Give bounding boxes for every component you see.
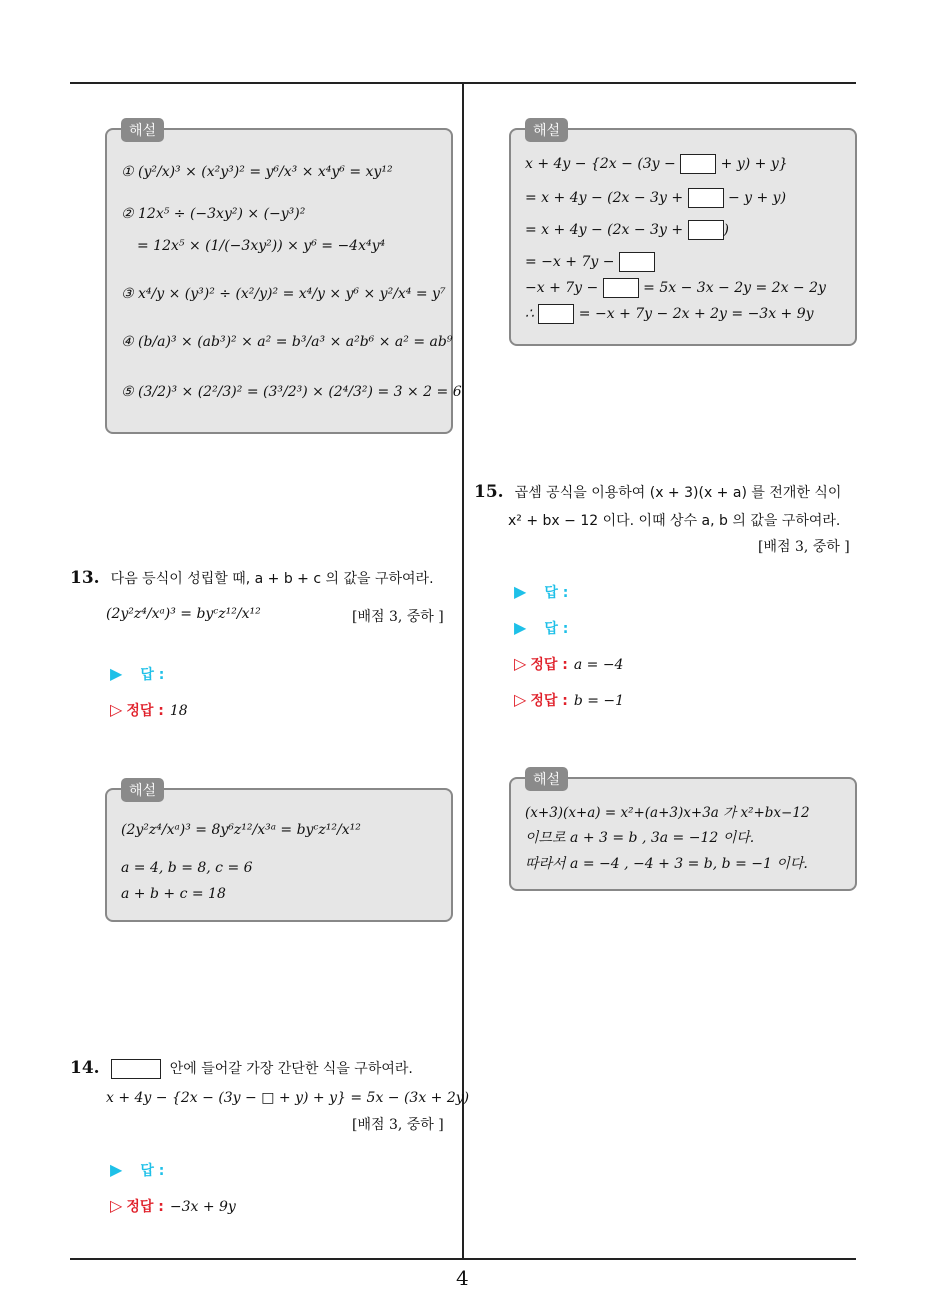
- bottom-rule: [70, 1258, 856, 1260]
- solution-box-15: [509, 772, 857, 891]
- page-number: 4: [456, 1266, 469, 1290]
- solution-line: [525, 304, 814, 324]
- solution-line: [525, 220, 729, 240]
- answer-row: [514, 618, 568, 638]
- solution-line: ③ x⁴/y × (y³)² ÷ (x²/y)² = x⁴/y × y⁶ × y²/x⁴ = y⁷: [121, 286, 446, 302]
- solution-line: [525, 278, 826, 298]
- question-equation: (2y²z⁴/xᵃ)³ = byᶜz¹²/x¹²: [106, 606, 261, 622]
- answer-label: 답 :: [140, 667, 165, 683]
- correct-label: 정답 :: [126, 703, 164, 719]
- blank-box: [619, 252, 655, 272]
- play-icon: ▶: [110, 1160, 123, 1179]
- triangle-outline-icon: ▷: [110, 700, 123, 719]
- correct-value: a = −4: [573, 657, 624, 673]
- question-equation: x + 4y − {2x − (3y − □ + y) + y} = 5x − (3x + 2y): [106, 1090, 470, 1106]
- solution-line: = 12x⁵ × (1/(−3xy²)) × y⁶ = −4x⁴y⁴: [137, 238, 386, 254]
- play-icon: ▶: [514, 618, 527, 637]
- correct-label: 정답 :: [126, 1199, 164, 1215]
- correct-value: b = −1: [573, 693, 625, 709]
- blank-box: [688, 220, 724, 240]
- solution-box-12: [105, 123, 462, 434]
- solution-label: 해설: [121, 118, 164, 142]
- triangle-outline-icon: ▷: [110, 1196, 123, 1215]
- solution-line: [525, 154, 788, 174]
- solution-text: = x + 4y − (2x − 3y +: [525, 222, 688, 238]
- play-icon: ▶: [514, 582, 527, 601]
- question-text: 다음 등식이 성립할 때, a + b + c 의 값을 구하여라.: [110, 571, 434, 587]
- solution-text: = −x + 7y − 2x + 2y = −3x + 9y: [574, 306, 814, 322]
- blank-box: [603, 278, 639, 298]
- solution-label: 해설: [525, 118, 568, 142]
- blank-box: [688, 188, 724, 208]
- solution-label: 해설: [525, 767, 568, 791]
- column-divider: [462, 82, 464, 1258]
- solution-box-14: [509, 123, 857, 346]
- answer-row: [110, 1160, 164, 1180]
- solution-text: ∴: [525, 306, 539, 322]
- question-15: [474, 482, 864, 502]
- solution-line: a = 4, b = 8, c = 6: [121, 860, 253, 876]
- solution-text: = 5x − 3x − 2y = 2x − 2y: [638, 280, 826, 296]
- solution-text: = −x + 7y −: [525, 254, 619, 270]
- blank-box: [538, 304, 574, 324]
- question-14: [70, 1058, 460, 1079]
- correct-answer-row: [110, 1196, 236, 1216]
- correct-value: −3x + 9y: [169, 1199, 236, 1215]
- blank-box: [680, 154, 716, 174]
- answer-label: 답 :: [544, 621, 569, 637]
- solution-line: 따라서 a = −4 , −4 + 3 = b, b = −1 이다.: [525, 856, 808, 872]
- score-label: [배점 3, 중하 ]: [352, 1117, 444, 1133]
- score-label: [배점 3, 중하 ]: [352, 609, 444, 625]
- solution-text: = x + 4y − (2x − 3y +: [525, 190, 688, 206]
- solution-box-13: [105, 783, 453, 922]
- correct-answer-row: [514, 654, 623, 674]
- solution-line: (2y²z⁴/xᵃ)³ = 8y⁶z¹²/x³ᵃ = byᶜz¹²/x¹²: [121, 822, 361, 838]
- answer-label: 답 :: [544, 585, 569, 601]
- question-text: 곱셈 공식을 이용하여 (x + 3)(x + a) 를 전개한 식이: [514, 485, 842, 501]
- solution-text: x + 4y − {2x − (3y −: [525, 156, 681, 172]
- solution-line: ④ (b/a)³ × (ab³)² × a² = b³/a³ × a²b⁶ × a² = ab⁹: [121, 334, 453, 350]
- blank-box: [111, 1059, 161, 1079]
- solution-line: a + b + c = 18: [121, 886, 226, 902]
- solution-line: [525, 188, 786, 208]
- solution-line: ① (y²/x)³ × (x²y³)² = y⁶/x³ × x⁴y⁶ = xy¹²: [121, 164, 393, 180]
- answer-row: [514, 582, 568, 602]
- solution-text: − y + y): [723, 190, 787, 206]
- solution-text: −x + 7y −: [525, 280, 603, 296]
- question-number: 15.: [474, 482, 504, 502]
- solution-line: (x+3)(x+a) = x²+(a+3)x+3a 가 x²+bx−12: [525, 805, 810, 821]
- correct-label: 정답 :: [530, 657, 568, 673]
- question-text-continued: x² + bx − 12 이다. 이때 상수 a, b 의 값을 구하여라.: [508, 513, 841, 529]
- question-text: 안에 들어갈 가장 간단한 식을 구하여라.: [169, 1061, 413, 1077]
- solution-line: 이므로 a + 3 = b , 3a = −12 이다.: [525, 830, 755, 846]
- solution-text: + y) + y}: [716, 156, 788, 172]
- question-number: 13.: [70, 568, 100, 588]
- solution-text: ): [723, 222, 729, 238]
- play-icon: ▶: [110, 664, 123, 683]
- triangle-outline-icon: ▷: [514, 654, 527, 673]
- answer-row: [110, 664, 164, 684]
- score-label: [배점 3, 중하 ]: [758, 539, 850, 555]
- solution-line: ⑤ (3/2)³ × (2²/3)² = (3³/2³) × (2⁴/3²) = 3 × 2 = 6: [121, 384, 462, 400]
- correct-answer-row: [514, 690, 624, 710]
- solution-line: ② 12x⁵ ÷ (−3xy²) × (−y³)²: [121, 206, 306, 222]
- question-13: [70, 568, 460, 588]
- correct-answer-row: [110, 700, 188, 720]
- triangle-outline-icon: ▷: [514, 690, 527, 709]
- solution-label: 해설: [121, 778, 164, 802]
- solution-line: [525, 252, 655, 272]
- correct-label: 정답 :: [530, 693, 568, 709]
- correct-value: 18: [169, 703, 188, 719]
- answer-label: 답 :: [140, 1163, 165, 1179]
- question-number: 14.: [70, 1058, 100, 1078]
